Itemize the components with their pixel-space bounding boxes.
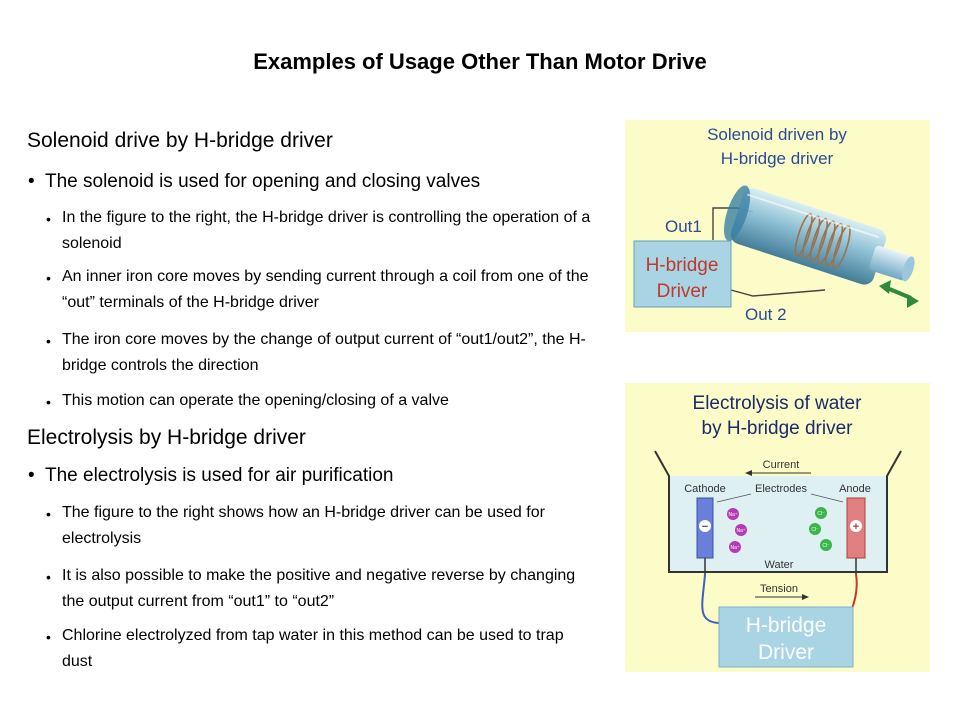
sub-bullet-text: Chlorine electrolyzed from tap water in this method can be used to trap dust — [62, 627, 564, 670]
bullet-text: The electrolysis is used for air purification — [45, 465, 394, 486]
section-heading-electrolysis: Electrolysis by H-bridge driver — [27, 426, 306, 449]
electrolysis-figure-title: Electrolysis of water — [692, 393, 862, 414]
sub-bullet-text: The figure to the right shows how an H-bridge driver can be used for electrolysis — [62, 504, 545, 547]
driver-label: H-bridge — [745, 614, 827, 637]
slide-title: Examples of Usage Other Than Motor Drive — [253, 49, 707, 74]
svg-text:Na⁺: Na⁺ — [728, 512, 738, 518]
sub-bullet — [46, 563, 596, 615]
bullet-dot: • — [28, 171, 35, 192]
chloride-ion-icon — [815, 507, 827, 519]
current-arrowhead-icon — [745, 470, 752, 476]
sodium-ion-icon — [729, 541, 741, 553]
electrolysis-figure-title: by H-bridge driver — [701, 418, 853, 439]
electrodes-label: Electrodes — [755, 483, 807, 495]
tension-label: Tension — [760, 583, 798, 595]
solenoid-figure-title: H-bridge driver — [720, 149, 834, 168]
sub-bullet-text: An inner iron core moves by sending current through a coil from one of the “out” terminals of the H-bridge driver — [62, 268, 589, 311]
current-label: Current — [762, 459, 800, 471]
svg-text:Cl⁻: Cl⁻ — [822, 543, 830, 549]
bullet-text: The solenoid is used for opening and closing valves — [45, 171, 481, 192]
sub-bullet-text: It is also possible to make the positive and negative reverse by changing the output current from “out1” to “out2” — [62, 567, 576, 610]
sub-bullet — [46, 264, 596, 316]
bullet-dot: • — [46, 270, 51, 286]
cathode-label: Cathode — [684, 483, 726, 495]
bullet-dot: • — [28, 465, 35, 486]
bullet-dot: • — [46, 506, 51, 522]
blue-wire — [702, 574, 721, 623]
svg-text:Cl⁻: Cl⁻ — [811, 527, 819, 533]
chloride-ion-icon — [820, 539, 832, 551]
sub-bullet-text: In the figure to the right, the H-bridge driver is controlling the operation of a solenoid — [62, 209, 591, 252]
driver-label: Driver — [656, 281, 708, 302]
electrolysis-figure — [625, 383, 930, 672]
wire-out2 — [731, 290, 825, 296]
bullet-dot: • — [46, 569, 51, 585]
bullet-dot: • — [46, 211, 51, 227]
sub-bullet — [46, 388, 596, 414]
motion-arrow-icon — [879, 280, 919, 308]
sub-bullet-text: The iron core moves by the change of output current of “out1/out2”, the H-bridge controls the direction — [62, 331, 586, 374]
sodium-ion-icon — [727, 508, 739, 520]
chloride-ion-icon — [809, 523, 821, 535]
sub-bullet — [46, 623, 596, 675]
solenoid-icon — [719, 183, 922, 298]
bullet-dot: • — [46, 394, 51, 410]
svg-text:Na⁺: Na⁺ — [730, 545, 740, 551]
driver-label: Driver — [758, 641, 814, 664]
minus-sign: − — [701, 521, 709, 533]
sub-bullet-text: This motion can operate the opening/closing of a valve — [62, 392, 449, 409]
sub-bullet — [46, 500, 596, 552]
sub-bullet — [46, 327, 596, 379]
bullet-dot: • — [46, 629, 51, 645]
sodium-ion-icon — [735, 524, 747, 536]
solenoid-figure — [625, 120, 930, 332]
svg-text:Cl⁻: Cl⁻ — [817, 511, 825, 517]
out2-label: Out 2 — [745, 305, 787, 324]
section-heading-solenoid: Solenoid drive by H-bridge driver — [27, 129, 333, 152]
plus-sign: + — [852, 521, 860, 533]
water-label: Water — [764, 559, 794, 571]
tension-arrowhead-icon — [802, 594, 809, 600]
driver-label: H-bridge — [645, 255, 719, 276]
solenoid-figure-title: Solenoid driven by — [707, 125, 847, 144]
anode-label: Anode — [839, 483, 871, 495]
svg-text:Na⁺: Na⁺ — [736, 528, 746, 534]
out1-label: Out1 — [665, 217, 702, 236]
bullet-dot: • — [46, 333, 51, 349]
sub-bullet — [46, 205, 596, 257]
